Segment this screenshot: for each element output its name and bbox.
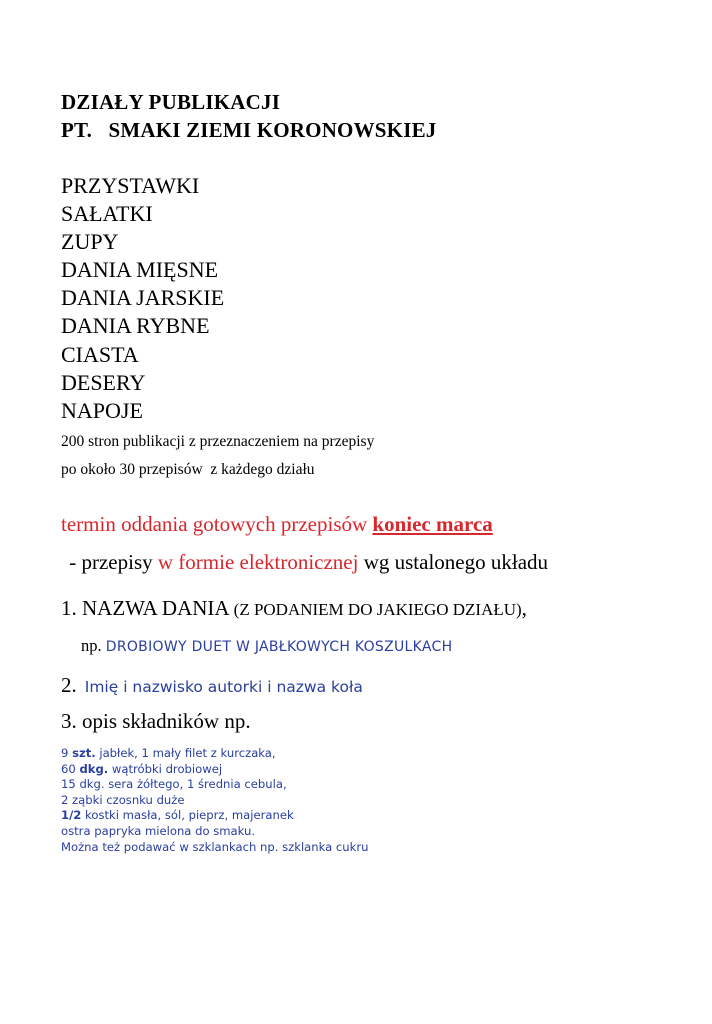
ingredient-line: ostra papryka mielona do smaku. [61,823,256,838]
dish-example-prefix: np. [81,636,106,655]
format-requirement [64,548,548,576]
ingredient-line: Można też podawać w szklankach np. szklanka cukru [61,839,369,854]
step-dish-name-qualifier: (Z PODANIEM DO JAKIEGO DZIAŁU) [233,600,522,619]
step-author-text: Imię i nazwisko autorki i nazwa koła [84,678,363,696]
publication-title: PT. SMAKI ZIEMI KORONOWSKIEJ [61,118,437,142]
step-ingredients: 3. opis składników np. [61,709,251,733]
section-item: NAPOJE [61,397,143,423]
section-item: PRZYSTAWKI [61,173,200,198]
ingredient-qty: 9 [61,746,73,760]
deadline-text: termin oddania gotowych przepisów [61,512,373,536]
ingredient-line: 2 ząbki czosnku duże [61,792,185,807]
ingredient-line: 15 dkg. sera żółtego, 1 średnia cebula, [61,777,287,792]
section-list [61,172,224,425]
ingredient-text: jabłek, 1 mały filet z kurczaka, [95,746,276,760]
ingredient-unit: szt. [72,746,96,760]
ingredient-line [61,762,368,778]
deadline-line [61,510,493,538]
step-dish-name-label: 1. NAZWA DANIA [61,596,234,620]
step-author-number: 2. [61,673,77,697]
section-item: DANIA MIĘSNE [61,257,219,283]
section-item: ZUPY [61,229,119,255]
step-dish-name-trail: , [521,596,527,620]
recipes-per-section-note: po około 30 przepisów z każdego działu [61,461,315,478]
deadline-date: koniec marca [372,512,493,536]
ingredient-text: wątróbki drobiowej [108,761,223,776]
page-count-note: 200 stron publikacji z przeznaczeniem na przepisy [61,433,375,450]
ingredient-line [61,746,368,762]
section-item: SAŁATKI [61,201,153,227]
ingredient-text: kostki masła, sól, pieprz, majeranek [81,808,294,823]
ingredient-qty: 1/2 [61,808,82,823]
section-item: DANIA JARSKIE [61,285,225,311]
section-item: DESERY [61,369,146,395]
format-suffix: wg ustalonego układu [358,550,549,574]
ingredient-unit: dkg. [79,761,109,776]
section-item: DANIA RYBNE [61,313,210,339]
dish-example [81,634,452,659]
section-item: CIASTA [61,341,139,367]
format-highlight: w formie elektronicznej [157,550,359,574]
step-author [61,670,363,702]
ingredient-qty: 60 [61,761,80,776]
format-prefix: - przepisy [64,550,158,574]
step-dish-name [61,594,527,624]
ingredients-example [61,746,368,855]
dish-example-name: DROBIOWY DUET W JABŁKOWYCH KOSZULKACH [105,639,453,655]
document-title: DZIAŁY PUBLIKACJI [61,90,281,114]
ingredient-line [61,808,368,824]
